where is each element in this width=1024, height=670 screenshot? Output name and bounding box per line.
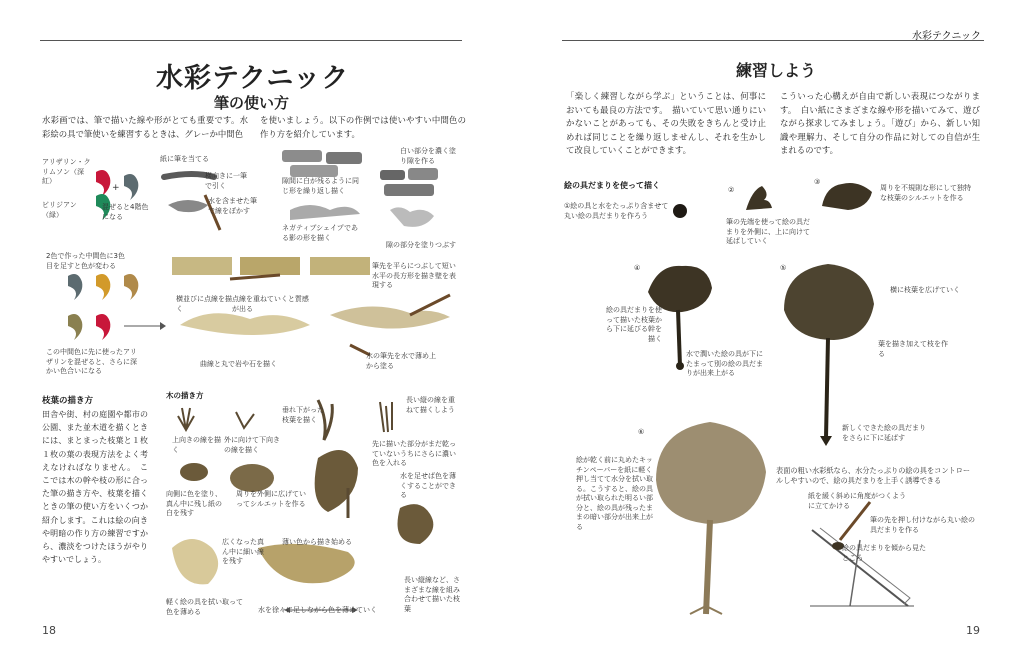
running-header: 水彩テクニック xyxy=(912,31,981,42)
cap-light-start: 薄い色から描き始める xyxy=(282,538,352,546)
step-5c: 新しくできた絵の具だまりをさらに下に延ばす xyxy=(842,424,926,442)
intro-col2: を使いましょう。以下の作例では使いやすい中間色の作り方を紹介しています。 xyxy=(260,115,466,139)
cap-viridian: ビリジアン（緑） xyxy=(42,201,77,219)
cap-light-shadow: 軽く絵の具を拭い取って色を薄める xyxy=(166,598,243,616)
cap-gap-paint: 隙の部分を塗りつぶす xyxy=(386,241,456,249)
branch-heading: 枝葉の描き方 xyxy=(42,396,94,406)
intro-col1: 水彩画では、筆で描いた線や形がとても重要です。水彩絵の具で筆使いを練習するときは、グレーか中間色 xyxy=(42,115,248,139)
cap-horizontal: 横並びに点線を描く xyxy=(176,295,232,313)
cap-brush-tip: 紙に筆を当てる xyxy=(160,155,209,163)
step-3-num: ③ xyxy=(814,178,821,186)
cap-sideways: 横向きに一筆で引く xyxy=(205,172,247,190)
board-b: 筆の先を押し付けながら丸い絵の具だまりを作る xyxy=(870,516,975,534)
mixed-blob xyxy=(124,174,138,200)
step-1: ①絵の具と水をたっぷり含ませて丸い絵の具だまりを作ろう xyxy=(564,202,669,220)
cap-dots: 点線を重ねていくと質感が出る xyxy=(232,295,309,313)
cap-alizarin-add: この中間色に先に使ったアリザリンを混ぜると、さらに深かい色合いになる xyxy=(46,348,137,375)
cap-water-blend: 水の筆先を水で薄め上から塗る xyxy=(366,352,436,370)
board-a: 紙を緩く斜めに角度がつくように立てかける xyxy=(808,492,906,510)
svg-text:+: + xyxy=(112,183,120,193)
step-4a: 絵の具だまりを使って描いた枝葉から下に延びる幹を描く xyxy=(606,306,662,343)
step-5a: 横に枝葉を広げていく xyxy=(890,286,960,294)
cap-flat-brush: 筆先を平らにつぶして短い水平の長方形を描き壁を表現する xyxy=(372,262,456,289)
cap-hanging: 垂れ下がった枝葉を描く xyxy=(282,406,324,424)
right-intro-col2: こういった心構えが自由で新しい表現につながります。 白い紙にさまざまな線や形を描いてみて、遊びながら探求してみましょう。「遊び」から、新しい知識や理解力、そして自分の作品に対しての自信が生まれるのです。 xyxy=(780,91,980,155)
step-5b: 葉を描き加えて枝を作る xyxy=(878,340,948,358)
step-2: 筆の先端を使って絵の具だまりを外側に、上に向けて延ばしていく xyxy=(726,218,810,245)
cap-water-brush: 水を含ませた筆で線をぼかす xyxy=(208,197,257,215)
board-c: 絵の具だまりを傾から見たところ xyxy=(842,544,926,562)
cap-curve-rock: 曲線と丸で岩や石を描く xyxy=(200,360,277,368)
cap-negative: ネガティブシェイプである影の形を描く xyxy=(282,224,359,242)
cap-outward: 外に向けて下向きの線を描く xyxy=(224,436,280,454)
step1-blob xyxy=(672,203,688,219)
branch-text: 田舎や街、村の庭園や都市の公園、また並木道を描くときには、まとまった枝葉と１枚１枚の葉の表現方法をよく考えなければなりません。 ここでは木の幹や枝の形に合った筆の描き方や、枝葉を描くときの筆の使い方をいくつか紹介します。これは絵の向きや明暗の作り方の練習ですから、濃淡をつけたほうがやりやすいでしょう。 xyxy=(42,410,148,565)
page-number-right: 19 xyxy=(966,624,980,637)
cap-long-stroke: 長い縦線など、さまざまな線を組み合わせて描いた枝葉 xyxy=(404,576,460,613)
right-page-title: 練習しよう xyxy=(736,61,817,80)
step-2-num: ② xyxy=(728,186,735,194)
cap-long-line: 長い縦の線を重ねて描くしよう xyxy=(406,396,455,414)
section-heading: 絵の具だまりを使って描く xyxy=(564,181,660,190)
step-5-num: ⑤ xyxy=(780,264,787,272)
step-3: 周りを不規則な形にして独特な枝葉のシルエットを作る xyxy=(880,184,971,202)
cap-wide: 広くなった真ん中に細い線を残す xyxy=(222,538,264,565)
cap-two-colors: 2色で作った中間色に3色目を足すと色が変わる xyxy=(46,252,125,270)
cap-white-left: 白い部分を濃く塗り隙を作る xyxy=(400,147,456,165)
cap-around: 周りを外側に広げていってシルエットを作る xyxy=(236,490,306,508)
tree-heading: 木の描き方 xyxy=(166,391,204,400)
cap-dry-tip: 先に描いた部分がまだ乾っていないうちにさらに濃い色を入れる xyxy=(372,440,456,467)
board-text: 表面の粗い水彩紙なら、水分たっぷりの絵の具をコントロールしやすいので、絵の具だまりを上手く誘導できる xyxy=(776,466,971,485)
cap-round: 向側に色を塗り、真ん中に残し紙の白を残す xyxy=(166,490,222,517)
crimson-blob xyxy=(96,170,110,196)
page-number-left: 18 xyxy=(42,624,56,637)
cap-stone-gap: 隙間に白が残るように同じ形を繰り返し描く xyxy=(282,177,359,195)
left-top-rule xyxy=(40,40,462,41)
cap-upward: 上向きの線を描く xyxy=(172,436,221,454)
step-4-num: ④ xyxy=(634,264,641,272)
second-mix-illustration xyxy=(60,270,170,350)
right-intro-col1: 「楽しく練習しながら学ぶ」ということは、何事においても最良の方法です。 描いていて思い通りにいかないことがあっても、その失敗をきちんと受け止めれば同じことを繰り返しませんし、それを生かして改良していくことができます。 xyxy=(566,91,766,155)
step-6-num: ⑥ xyxy=(638,428,645,436)
step-6: 絵が乾く前に丸めたキッチンペーパーを紙に軽く押し当てて水分を拭い取る。こうすると、絵の具が拭い取られた明るい部分と、絵の具が残ったままの暗い部分が出来上がる xyxy=(576,456,653,531)
cap-water-add: 水を足せば色を薄くすることができる xyxy=(400,472,456,499)
step-4b: 水で潤いた絵の具が下にたまって別の絵の具だまりが出来上がる xyxy=(686,350,763,377)
page-title: 水彩テクニック xyxy=(156,63,350,94)
page-subtitle: 筆の使い方 xyxy=(214,94,290,112)
cap-water-gradual: 水を徐々に足しながら色を薄めていく xyxy=(258,606,377,614)
step2-illustration xyxy=(742,184,778,214)
step3-illustration xyxy=(820,180,876,210)
cap-mix: 混ぜると4階色になる xyxy=(102,203,149,221)
step5-tree xyxy=(776,260,886,450)
cap-alizarin: アリザリン・クリムソン（深紅） xyxy=(42,158,91,185)
step6-tree xyxy=(650,420,770,620)
